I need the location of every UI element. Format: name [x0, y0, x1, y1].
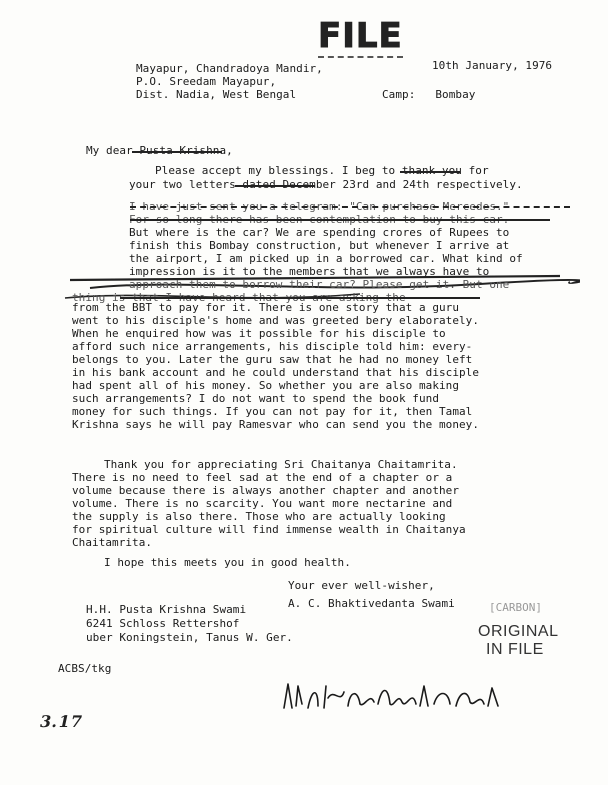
body-line: impression is it to the members that we always have to — [129, 265, 490, 278]
struck-body-line: For so long there has been contemplation to buy this car. — [129, 213, 510, 226]
body-line: in his bank account and he could understand that his disciple — [72, 366, 480, 379]
strike-line — [130, 219, 550, 221]
struck-body-line: approach them to borrow their car? Please get it. But one — [129, 278, 510, 291]
typist-initials: ACBS/tkg — [58, 662, 112, 675]
body-line: money for such things. If you can not pay for it, then Tamal — [72, 405, 473, 418]
body-line: Please accept my blessings. I beg to thank you for — [155, 164, 489, 177]
body-line: finish this Bombay construction, but whenever I arrive at — [129, 239, 510, 252]
struck-body-line: I have just sent you a telegram: "Can purchase Mercedes." — [129, 200, 510, 213]
body-line: for spiritual culture will find immense wealth in Chaitanya — [72, 523, 466, 536]
body-line: Thank you for appreciating Sri Chaitanya Chaitamrita. — [104, 458, 458, 471]
body-line: from the BBT to pay for it. There is one story that a guru — [72, 301, 460, 314]
carbon-stamp: [CARBON] — [489, 601, 542, 614]
closing-wisher: Your ever well-wisher, — [288, 579, 435, 592]
original-stamp-line: ORIGINAL — [478, 623, 559, 640]
recipient-line: 6241 Schloss Rettershof — [86, 617, 240, 630]
body-line: your two letters dated December 23rd and 24th respectively. — [129, 178, 523, 191]
letter-date: 10th January, 1976 — [432, 59, 553, 72]
body-line: But where is the car? We are spending crores of Rupees to — [129, 226, 510, 239]
address-line: Mayapur, Chandradoya Mandir, — [136, 62, 323, 75]
body-line: had spent all of his money. So whether you are also making — [72, 379, 460, 392]
address-line: P.O. Sreedam Mayapur, — [136, 75, 277, 88]
strike-line — [120, 297, 480, 299]
body-line: Krishna says he will pay Ramesvar who can send you the money. — [72, 418, 480, 431]
body-line: belongs to you. Later the guru saw that he had no money left — [72, 353, 473, 366]
body-line: There is no need to feel sad at the end of a chapter or a — [72, 471, 453, 484]
file-stamp: FILE — [318, 16, 403, 56]
strike-line — [130, 206, 570, 208]
handwritten-signature — [278, 678, 510, 718]
camp-location: Camp: Bombay — [382, 88, 476, 101]
salutation: My dear Pusta Krishna, — [86, 144, 233, 157]
body-line: volume because there is always another chapter and another — [72, 484, 460, 497]
original-stamp-line: IN FILE — [486, 641, 544, 658]
body-line: the supply is also there. Those who are actually looking — [72, 510, 446, 523]
strike-line — [132, 151, 222, 153]
strike-line — [400, 171, 460, 173]
closing-health: I hope this meets you in good health. — [104, 556, 351, 569]
recipient-line: H.H. Pusta Krishna Swami — [86, 603, 247, 616]
body-line: When he enquired how was it possible for his disciple to — [72, 327, 446, 340]
recipient-line: uber Koningstein, Tanus W. Ger. — [86, 631, 293, 644]
body-line: Chaitamrita. — [72, 536, 153, 549]
struck-body-line: thing is that I have heard that you are asking the — [72, 291, 406, 304]
body-line: such arrangements? I do not want to spend the book fund — [72, 392, 439, 405]
closing-name: A. C. Bhaktivedanta Swami — [288, 597, 455, 610]
address-line: Dist. Nadia, West Bengal — [136, 88, 297, 101]
body-line: the airport, I am picked up in a borrowed car. What kind of — [129, 252, 523, 265]
body-line: went to his disciple's home and was greeted bery elaborately. — [72, 314, 480, 327]
body-line: volume. There is no scarcity. You want more nectarine and — [72, 497, 453, 510]
handwritten-mark: 3.17 — [37, 712, 85, 731]
strike-line — [235, 185, 315, 187]
body-line: afford such nice arrangements, his disciple told him: every- — [72, 340, 473, 353]
